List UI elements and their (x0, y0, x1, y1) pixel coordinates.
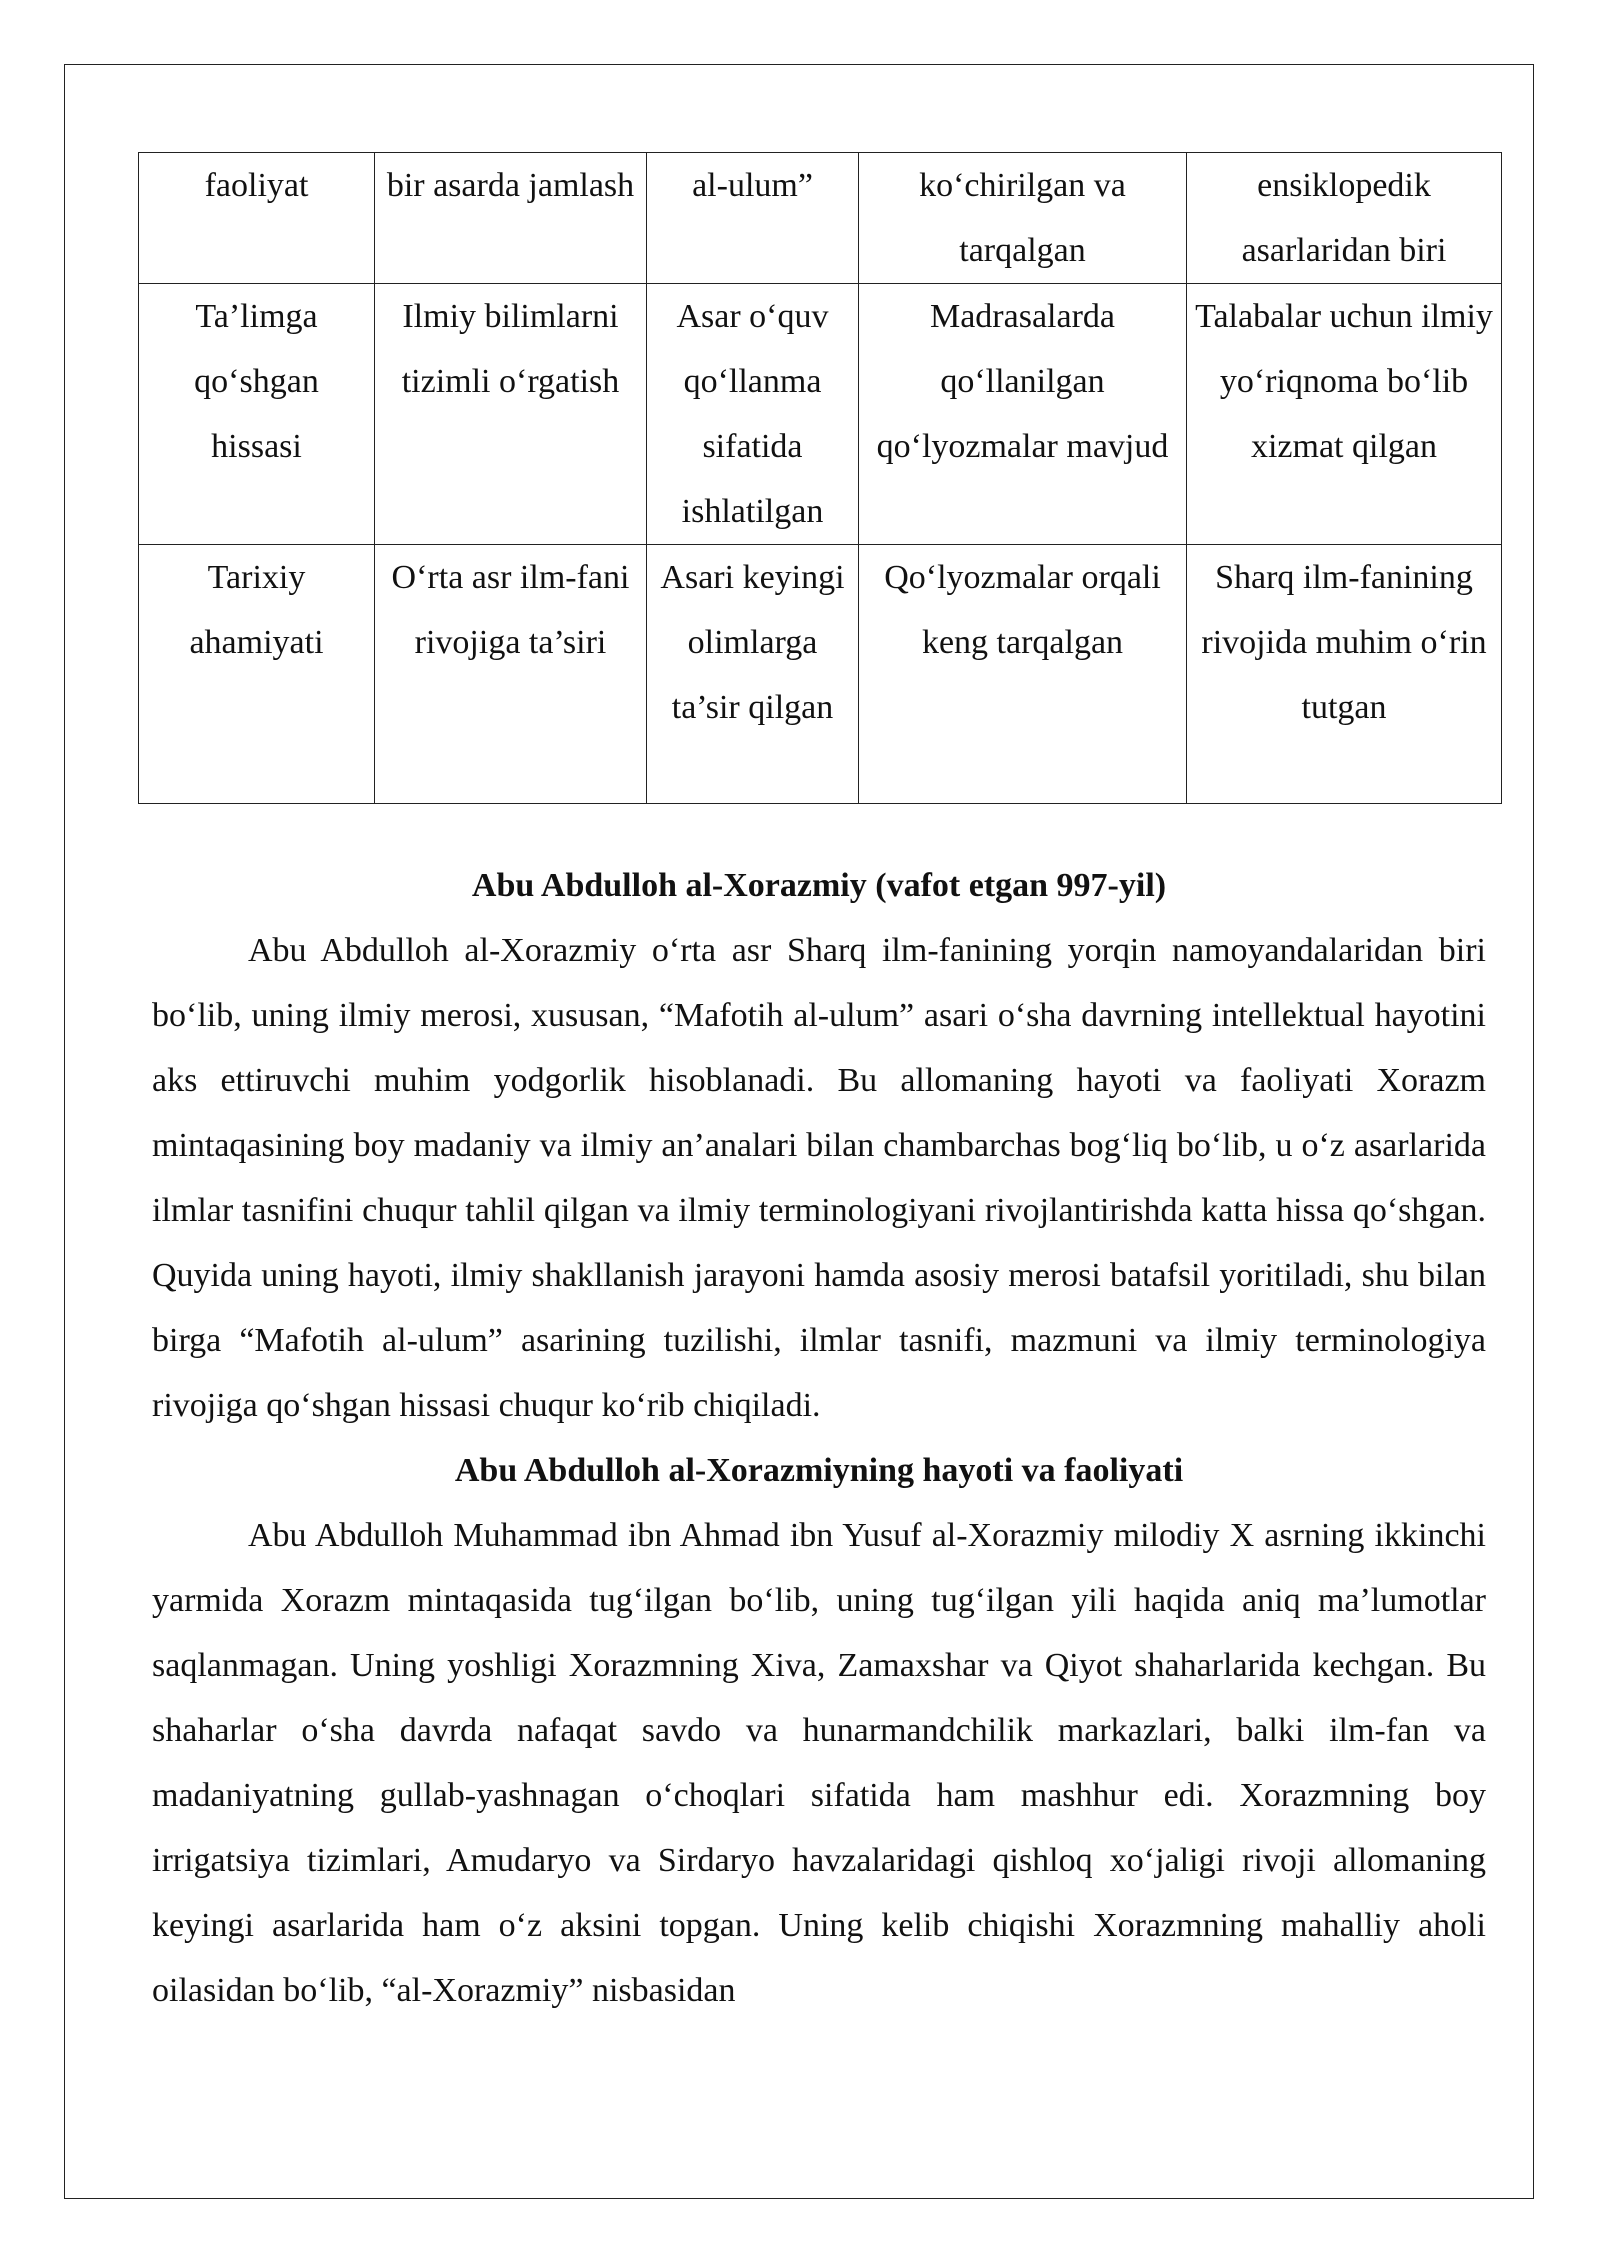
table-row (139, 284, 1502, 545)
document-body (152, 853, 1486, 2023)
table-cell: Tarixiy ahamiyati (139, 545, 375, 804)
table-cell: al-ulum” (647, 153, 859, 284)
table-cell: bir asarda jamlash (375, 153, 647, 284)
section-heading: Abu Abdulloh al-Xorazmiyning hayoti va faoliyati (454, 1452, 1184, 1489)
section-heading: Abu Abdulloh al-Xorazmiy (vafot etgan 997-yil) (471, 867, 1167, 904)
table-cell: Ilmiy bilimlarni tizimli o‘rgatish (375, 284, 647, 545)
table-cell: ensiklopedik asarlaridan biri (1187, 153, 1502, 284)
table-row (139, 153, 1502, 284)
table-cell: Asar o‘quv qo‘llanma sifatida ishlatilgan (647, 284, 859, 545)
summary-table (138, 152, 1502, 804)
table-cell: O‘rta asr ilm-fani rivojiga ta’siri (375, 545, 647, 804)
body-paragraph: Abu Abdulloh al-Xorazmiy o‘rta asr Sharq ilm-fanining yorqin namoyandalaridan biri bo‘lib, uning ilmiy merosi, xususan, “Mafotih al-ulum” asari o‘sha davrning intellektual hayotini aks ettiruvchi muhim yodgorlik hisoblanadi. Bu allomaning hayoti va faoliyati Xorazm mintaqasining boy madaniy va ilmiy an’analari bilan chambarchas bog‘liq bo‘lib, u o‘z asarlarida ilmlar tasnifini chuqur tahlil qilgan va ilmiy terminologiyani rivojlantirishda katta hissa qo‘shgan. Quyida uning hayoti, ilmiy shakllanish jarayoni hamda asosiy merosi batafsil yoritiladi, shu bilan birga “Mafotih al-ulum” asarining tuzilishi, ilmlar tasnifi, mazmuni va ilmiy terminologiya rivojiga qo‘shgan hissasi chuqur ko‘rib chiqiladi. (152, 932, 1486, 1424)
table-cell: Ta’limga qo‘shgan hissasi (139, 284, 375, 545)
table-cell: Talabalar uchun ilmiy yo‘riqnoma bo‘lib xizmat qilgan (1187, 284, 1502, 545)
table-cell: Qo‘lyozmalar orqali keng tarqalgan (859, 545, 1187, 804)
table-cell: Sharq ilm-fanining rivojida muhim o‘rin tutgan (1187, 545, 1502, 804)
table-cell: Asari keyingi olimlarga ta’sir qilgan (647, 545, 859, 804)
table-cell: Madrasalarda qo‘llanilgan qo‘lyozmalar mavjud (859, 284, 1187, 545)
table-row (139, 545, 1502, 804)
table-cell: ko‘chirilgan va tarqalgan (859, 153, 1187, 284)
table-cell: faoliyat (139, 153, 375, 284)
body-paragraph: Abu Abdulloh Muhammad ibn Ahmad ibn Yusuf al-Xorazmiy milodiy X asrning ikkinchi yarmida Xorazm mintaqasida tug‘ilgan bo‘lib, uning tug‘ilgan yili haqida aniq ma’lumotlar saqlanmagan. Uning yoshligi Xorazmning Xiva, Zamaxshar va Qiyot shaharlarida kechgan. Bu shaharlar o‘sha davrda nafaqat savdo va hunarmandchilik markazlari, balki ilm-fan va madaniyatning gullab-yashnagan o‘choqlari sifatida ham mashhur edi. Xorazmning boy irrigatsiya tizimlari, Amudaryo va Sirdaryo havzalaridagi qishloq xo‘jaligi rivoji allomaning keyingi asarlarida ham o‘z aksini topgan. Uning kelib chiqishi Xorazmning mahalliy aholi oilasidan bo‘lib, “al-Xorazmiy” nisbasidan (152, 1517, 1486, 2009)
